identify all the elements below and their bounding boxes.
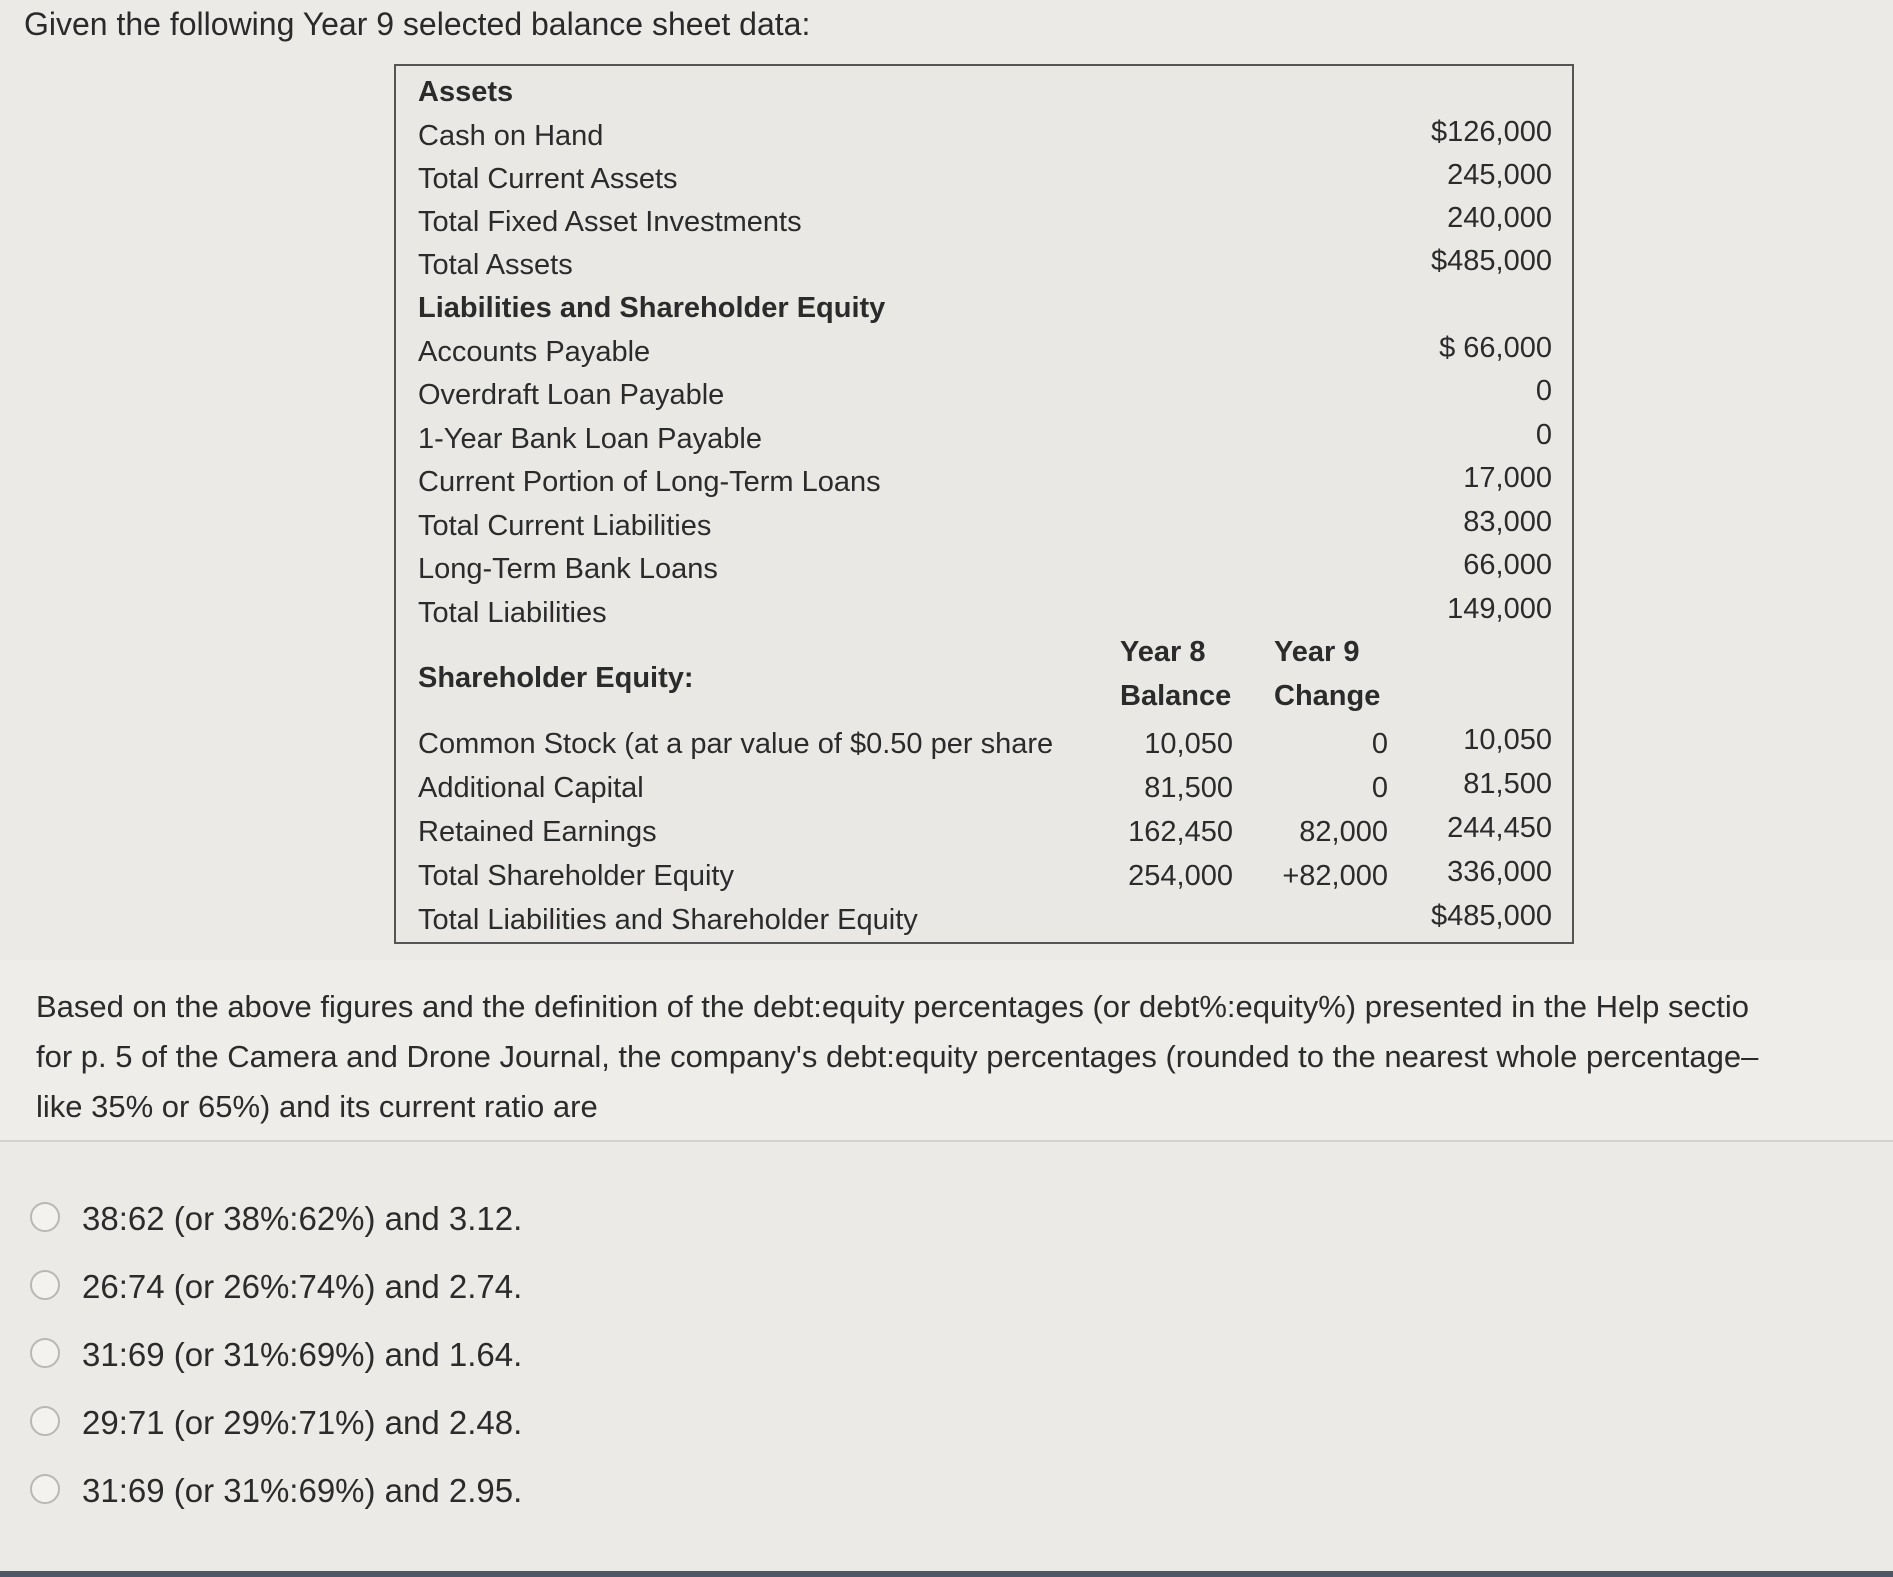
intro-text: Given the following Year 9 selected balance sheet data: <box>24 6 811 42</box>
total-current-assets-label: Total Current Assets <box>418 163 678 195</box>
total-assets-label: Total Assets <box>418 249 573 281</box>
retained-earnings-label: Retained Earnings <box>418 816 657 848</box>
total-liabilities-equity-label: Total Liabilities and Shareholder Equity <box>418 904 918 936</box>
long-term-loans-value: 66,000 <box>1463 549 1552 581</box>
accounts-payable-value: $ 66,000 <box>1439 332 1552 364</box>
total-assets-value: $485,000 <box>1431 245 1552 277</box>
question-line-3: like 35% or 65%) and its current ratio are <box>36 1089 598 1124</box>
total-fixed-assets-value: 240,000 <box>1447 202 1552 234</box>
year9-header-line1: Year 9 <box>1274 636 1360 668</box>
common-stock-label: Common Stock (at a par value of $0.50 per share <box>418 728 1054 760</box>
cash-label: Cash on Hand <box>418 120 604 152</box>
total-current-assets-value: 245,000 <box>1447 159 1552 191</box>
radio-button[interactable] <box>30 1338 60 1368</box>
additional-capital-year8: 81,500 <box>1144 772 1233 804</box>
assets-header: Assets <box>418 76 514 108</box>
answer-choice-label: 29:71 (or 29%:71%) and 2.48. <box>82 1404 523 1441</box>
additional-capital-row <box>418 768 1552 816</box>
total-shareholder-equity-label: Total Shareholder Equity <box>418 860 734 892</box>
additional-capital-label: Additional Capital <box>418 772 644 804</box>
year8-header-line1: Year 8 <box>1120 636 1206 668</box>
total-liabilities-value: 149,000 <box>1447 593 1552 625</box>
question-text <box>36 982 1886 1132</box>
total-current-liabilities-value: 83,000 <box>1463 506 1552 538</box>
balance-sheet-table <box>394 64 1574 944</box>
liabilities-header: Liabilities and Shareholder Equity <box>418 292 886 324</box>
radio-button[interactable] <box>30 1270 60 1300</box>
current-portion-value: 17,000 <box>1463 462 1552 494</box>
long-term-loans-label: Long-Term Bank Loans <box>418 553 718 585</box>
cash-row <box>418 116 1552 164</box>
accounts-payable-label: Accounts Payable <box>418 336 651 368</box>
bank-loan-label: 1-Year Bank Loan Payable <box>418 423 762 455</box>
cash-value: $126,000 <box>1431 116 1552 148</box>
total-current-assets-row <box>418 159 1552 207</box>
total-liabilities-label: Total Liabilities <box>418 597 607 629</box>
retained-earnings-year9: 82,000 <box>1299 816 1388 848</box>
bottom-bar <box>0 1571 1893 1577</box>
total-liabilities-equity-value: $485,000 <box>1431 900 1552 932</box>
common-stock-year8: 10,050 <box>1144 728 1233 760</box>
total-liabilities-equity-row <box>418 900 1552 948</box>
current-portion-row <box>418 462 1552 510</box>
current-portion-label: Current Portion of Long-Term Loans <box>418 466 881 498</box>
total-fixed-assets-row <box>418 202 1552 250</box>
common-stock-value: 10,050 <box>1463 724 1552 756</box>
additional-capital-year9: 0 <box>1371 772 1388 804</box>
answer-choice-label: 31:69 (or 31%:69%) and 1.64. <box>82 1336 523 1373</box>
total-shareholder-equity-value: 336,000 <box>1447 856 1552 888</box>
total-current-liabilities-row <box>418 506 1552 554</box>
answer-choice-label: 26:74 (or 26%:74%) and 2.74. <box>82 1268 523 1305</box>
overdraft-label: Overdraft Loan Payable <box>418 379 725 411</box>
bank-loan-row <box>418 419 1552 467</box>
additional-capital-value: 81,500 <box>1463 768 1552 800</box>
radio-button[interactable] <box>30 1202 60 1232</box>
retained-earnings-row <box>418 812 1552 860</box>
assets-header-row <box>418 76 1552 120</box>
long-term-loans-row <box>418 549 1552 597</box>
answer-choice-label: 38:62 (or 38%:62%) and 3.12. <box>82 1200 523 1237</box>
total-current-liabilities-label: Total Current Liabilities <box>418 510 712 542</box>
total-liabilities-row <box>418 593 1552 641</box>
answer-choice-label: 31:69 (or 31%:69%) and 2.95. <box>82 1472 523 1509</box>
radio-button[interactable] <box>30 1474 60 1504</box>
retained-earnings-year8: 162,450 <box>1128 816 1233 848</box>
total-shareholder-equity-year9: +82,000 <box>1282 860 1388 892</box>
year8-header-line2: Balance <box>1120 680 1232 712</box>
shareholder-equity-header: Shareholder Equity: <box>418 662 694 694</box>
total-assets-row <box>418 245 1552 293</box>
retained-earnings-value: 244,450 <box>1447 812 1552 844</box>
bank-loan-value: 0 <box>1535 419 1552 451</box>
question-line-1: Based on the above figures and the definition of the debt:equity percentages (or debt%:equity%) presented in the Help sectio <box>36 989 1750 1024</box>
total-shareholder-equity-year8: 254,000 <box>1128 860 1233 892</box>
accounts-payable-row <box>418 332 1552 380</box>
shareholder-equity-header-row <box>418 662 1552 706</box>
year9-header-line2: Change <box>1274 680 1381 712</box>
question-line-2: for p. 5 of the Camera and Drone Journal, the company's debt:equity percentages (rounded to the nearest whole percentage– <box>36 1039 1759 1074</box>
common-stock-row <box>418 724 1552 772</box>
liabilities-header-row <box>418 292 1552 336</box>
total-shareholder-equity-row <box>418 856 1552 904</box>
overdraft-row <box>418 375 1552 423</box>
radio-button[interactable] <box>30 1406 60 1436</box>
common-stock-year9: 0 <box>1371 728 1388 760</box>
total-fixed-assets-label: Total Fixed Asset Investments <box>418 206 802 238</box>
overdraft-value: 0 <box>1535 375 1552 407</box>
question-box <box>0 960 1893 1142</box>
